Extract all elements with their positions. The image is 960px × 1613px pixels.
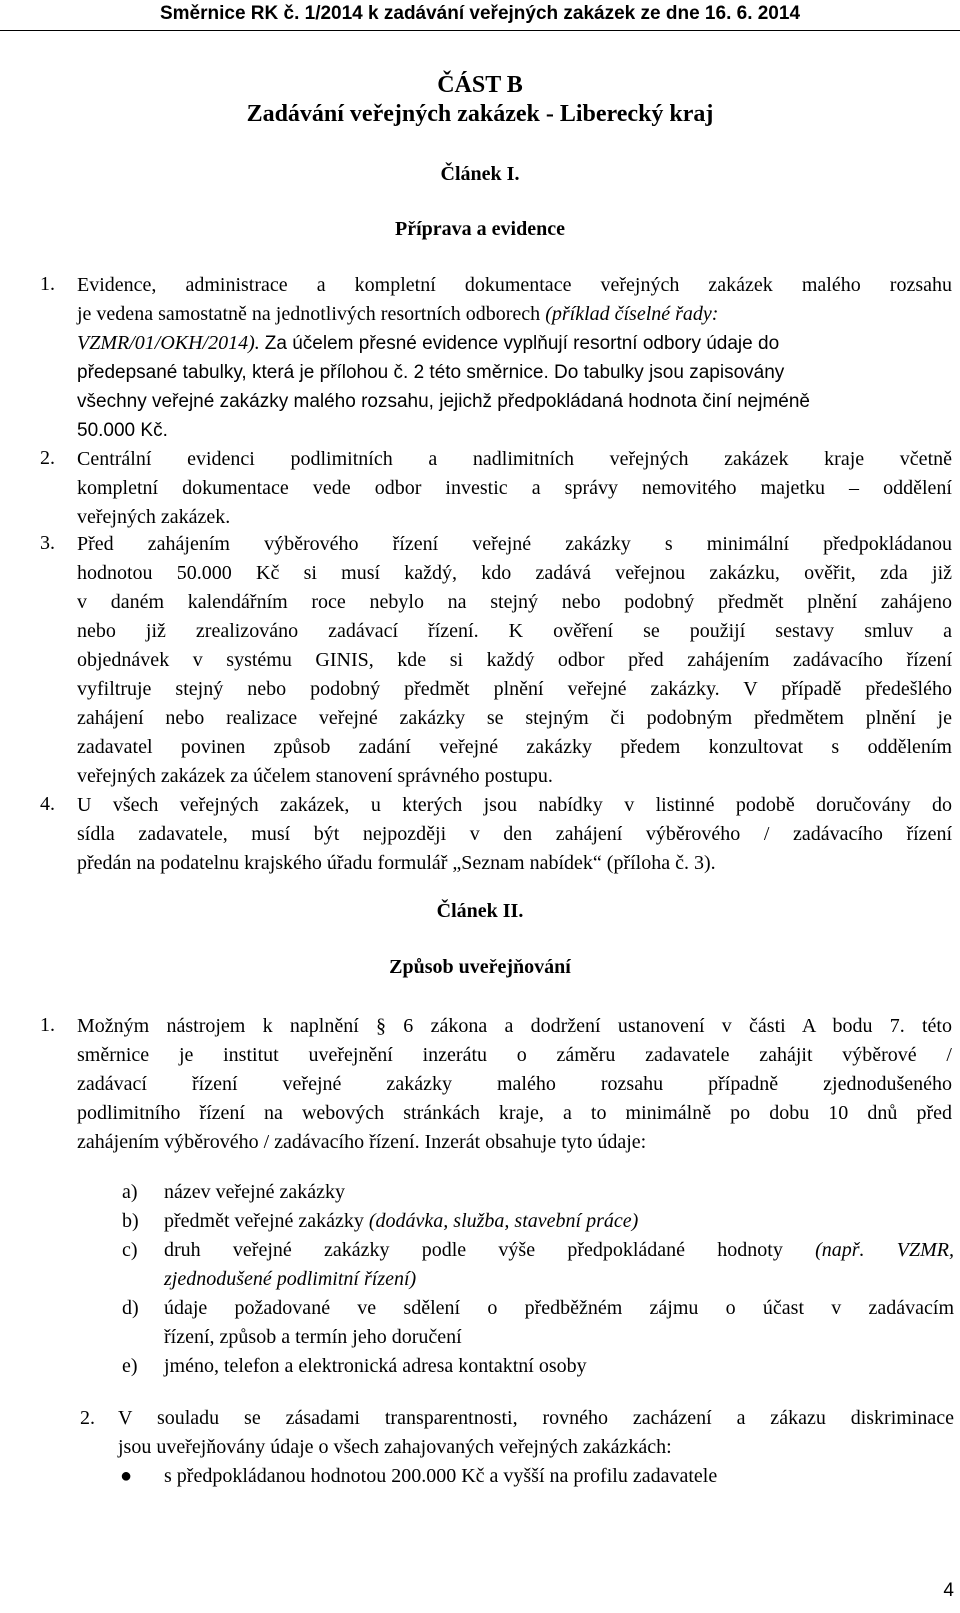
paragraph-line: nebo již zrealizováno zadávací řízení. K ověření se použijí sestavy smluv a bbox=[77, 620, 953, 642]
document-title: Zadávání veřejných zakázek - Liberecký kraj bbox=[246, 101, 714, 127]
list-item: předmět veřejné zakázky (dodávka, služba, stavební práce) bbox=[164, 1210, 639, 1232]
article-2-heading: Článek II. bbox=[436, 900, 524, 922]
list-item: údaje požadované ve sdělení o předběžném zájmu o účast v zadávacím bbox=[164, 1297, 954, 1319]
paragraph-line: V souladu se zásadami transparentnosti, rovného zacházení a zákazu diskriminace bbox=[118, 1407, 954, 1429]
list-item-continuation: zjednodušené podlimitní řízení) bbox=[164, 1268, 417, 1290]
item-number: 2. bbox=[80, 1407, 95, 1429]
paragraph-line: zadavatel povinen způsob zadání veřejné zakázky předem konzultovat s oddělením bbox=[77, 736, 952, 758]
page-number: 4 bbox=[943, 1580, 954, 1601]
item-number: 3. bbox=[40, 532, 55, 554]
article-1-heading: Článek I. bbox=[440, 163, 520, 185]
paragraph-line: je vedena samostatně na jednotlivých resortních odborech (příklad číselné řady: bbox=[77, 303, 719, 325]
paragraph-line: Evidence, administrace a kompletní dokumentace veřejných zakázek malého rozsahu bbox=[77, 274, 952, 296]
list-item: název veřejné zakázky bbox=[164, 1181, 345, 1203]
paragraph-line: zahájení nebo realizace veřejné zakázky se stejným či podobným předmětem plnění je bbox=[77, 707, 952, 729]
header-text: Směrnice RK č. 1/2014 k zadávání veřejných zakázek ze dne 16. 6. 2014 bbox=[159, 3, 801, 24]
bullet-item: s předpokládanou hodnotou 200.000 Kč a vyšší na profilu zadavatele bbox=[164, 1465, 718, 1487]
paragraph-line: hodnotou 50.000 Kč si musí každý, kdo zadává veřejnou zakázku, ověřit, zda již bbox=[77, 562, 952, 584]
paragraph-line: směrnice je institut uveřejnění inzerátu o záměru zadavatele zahájit výběrové / bbox=[77, 1044, 952, 1066]
item-number: 1. bbox=[40, 273, 55, 295]
paragraph-line: U všech veřejných zakázek, u kterých jsou nabídky v listinné podobě doručovány do bbox=[77, 794, 952, 816]
paragraph-line: sídla zadavatele, musí být nejpozději v den zahájení výběrového / zadávacího řízení bbox=[77, 823, 952, 845]
list-item-continuation: řízení, způsob a termín jeho doručení bbox=[164, 1326, 462, 1348]
part-title: ČÁST B bbox=[437, 72, 523, 98]
item-number: 1. bbox=[40, 1014, 55, 1036]
paragraph-line: objednávek v systému GINIS, kde si každý odbor před zahájením zadávacího řízení bbox=[77, 649, 952, 671]
list-letter: a) bbox=[122, 1181, 138, 1203]
article-1-subheading: Příprava a evidence bbox=[395, 218, 565, 240]
paragraph-line: Možným nástrojem k naplnění § 6 zákona a dodržení ustanovení v části A bodu 7. této bbox=[77, 1015, 952, 1037]
article-2-subheading: Způsob uveřejňování bbox=[389, 956, 571, 978]
page-header bbox=[0, 0, 960, 31]
item-number: 2. bbox=[40, 447, 55, 469]
item-number: 4. bbox=[40, 793, 55, 815]
paragraph-line: v daném kalendářním roce nebylo na stejný nebo podobný předmět plnění zahájeno bbox=[77, 591, 952, 613]
paragraph-line: zahájením výběrového / zadávacího řízení. Inzerát obsahuje tyto údaje: bbox=[77, 1131, 647, 1153]
list-item: druh veřejné zakázky podle výše předpokládané hodnoty (např. VZMR, bbox=[164, 1239, 954, 1261]
list-letter: d) bbox=[122, 1297, 139, 1319]
paragraph-line: Před zahájením výběrového řízení veřejné zakázky s minimální předpokládanou bbox=[77, 533, 952, 555]
paragraph-line: VZMR/01/OKH/2014). Za účelem přesné evidence vyplňují resortní odbory údaje do bbox=[77, 332, 780, 354]
bullet-icon: ● bbox=[120, 1465, 133, 1487]
paragraph-line: všechny veřejné zakázky malého rozsahu, jejichž předpokládaná hodnota činí nejméně bbox=[77, 391, 810, 412]
paragraph-line: jsou uveřejňovány údaje o všech zahajovaných veřejných zakázkách: bbox=[118, 1436, 672, 1458]
paragraph-line: předepsané tabulky, která je přílohou č. 2 této směrnice. Do tabulky jsou zapisovány bbox=[77, 362, 785, 383]
paragraph-line: Centrální evidenci podlimitních a nadlimitních veřejných zakázek kraje včetně bbox=[77, 448, 952, 470]
paragraph-line: předán na podatelnu krajského úřadu formulář „Seznam nabídek“ (příloha č. 3). bbox=[77, 852, 716, 874]
list-item: jméno, telefon a elektronická adresa kontaktní osoby bbox=[164, 1355, 587, 1377]
paragraph-line: veřejných zakázek za účelem stanovení správného postupu. bbox=[77, 765, 553, 787]
paragraph-line: podlimitního řízení na webových stránkách kraje, a to minimálně po dobu 10 dnů před bbox=[77, 1102, 952, 1124]
list-letter: b) bbox=[122, 1210, 139, 1232]
paragraph-line: zadávací řízení veřejné zakázky malého rozsahu případně zjednodušeného bbox=[77, 1073, 952, 1095]
paragraph-line: 50.000 Kč. bbox=[77, 420, 168, 441]
list-letter: c) bbox=[122, 1239, 138, 1261]
paragraph-line: kompletní dokumentace vede odbor investic a správy nemovitého majetku – oddělení bbox=[77, 477, 952, 499]
paragraph-line: vyfiltruje stejný nebo podobný předmět plnění veřejné zakázky. V případě předešlého bbox=[77, 678, 952, 700]
paragraph-line: veřejných zakázek. bbox=[77, 506, 231, 528]
list-letter: e) bbox=[122, 1355, 138, 1377]
